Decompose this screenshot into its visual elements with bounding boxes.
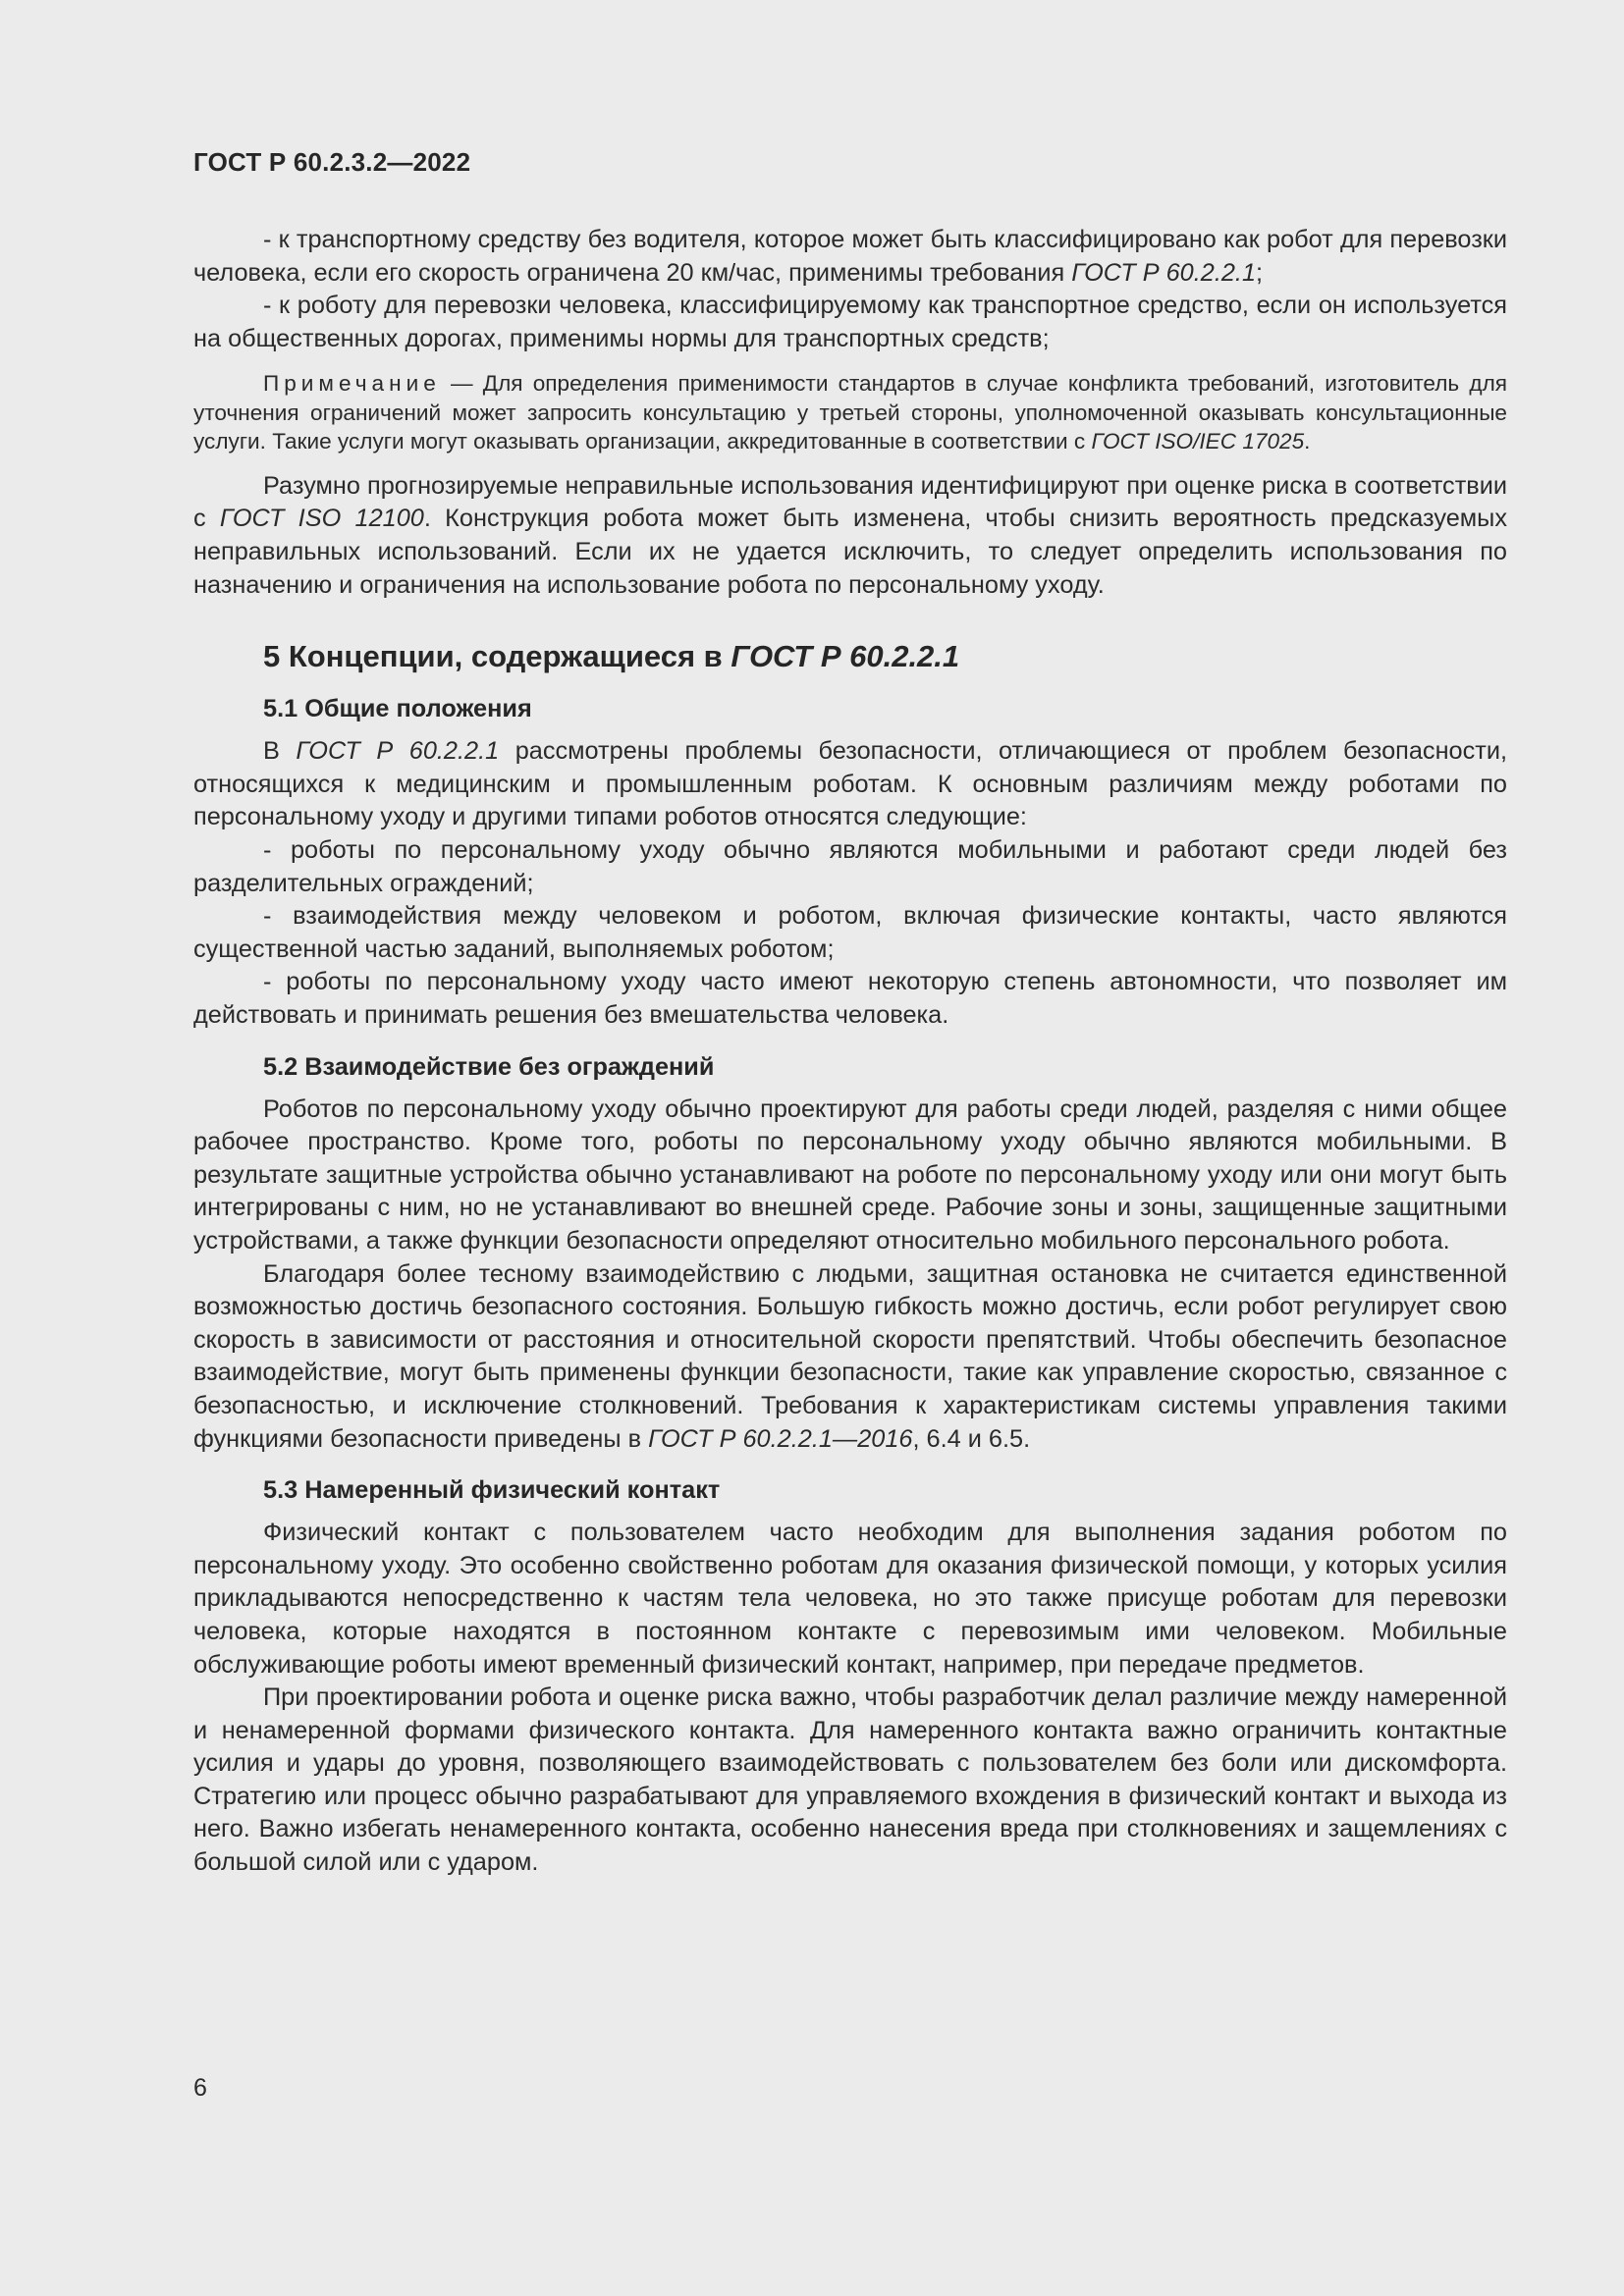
list-item-driverless-vehicle: - к транспортному средству без водителя, которое может быть классифицировано как робот для перевозки человека, если его скорость ограничена 20 км/час, применимы требования ГОСТ Р 60.2.2.1; [193,226,1507,287]
subsection-5-2-paragraph-2: Благодаря более тесному взаимодействию с людьми, защитная остановка не считается единственной возможностью достичь безопасного состояния. Большую гибкость можно достичь, если робот регулирует свою скорость в зависимости от расстояния и относительной скорости препятствий. Чтобы обеспечить безопасное взаимодействие, могут быть применены функции безопасности, такие как управление скоростью, связанное с безопасностью, и исключение столкновений. Требования к характеристикам системы управления такими функциями безопасности приведены в ГОСТ Р 60.2.2.1—2016, 6.4 и 6.5. [193,1259,1507,1453]
list-item: - взаимодействия между человеком и роботом, включая физические контакты, часто являются существенной частью заданий, выполняемых роботом; [193,902,1507,963]
subsection-5-1-heading: 5.1 Общие положения [263,695,532,723]
subsection-5-2-heading: 5.2 Взаимодействие без ограждений [263,1052,715,1081]
standard-reference: ГОСТ Р 60.2.2.1 [1071,258,1257,287]
list-item-public-roads: - к роботу для перевозки человека, классифицируемому как транспортное средство, если он используется на общественных дорогах, применимы нормы для транспортных средств; [193,292,1507,352]
standard-reference: ГОСТ Р 60.2.2.1 [296,737,500,766]
standard-reference: ГОСТ Р 60.2.2.1 [731,639,960,674]
standard-reference: ГОСТ ISO 12100 [219,505,424,533]
list-item: - роботы по персональному уходу обычно являются мобильными и работают среди людей без разделительных ограждений; [193,836,1507,897]
subsection-5-3-paragraph-1: Физический контакт с пользователем часто необходим для выполнения задания роботом по персональному уходу. Это особенно свойственно роботам для оказания физической помощи, у которых усилия прикладываются непосредственно к частям тела человека, но это также присуще роботам для перевозки человека, которые находятся в постоянном контакте с перевозимым ими человеком. Мобильные обслуживающие роботы имеют временный физический контакт, например, при передаче предметов. [193,1519,1507,1679]
list-item: - роботы по персональному уходу часто имеют некоторую степень автономности, что позволяет им действовать и принимать решения без вмешательства человека. [193,968,1507,1029]
page-content [193,224,1507,1880]
subsection-5-2-paragraph-1: Роботов по персональному уходу обычно проектируют для работы среди людей, разделяя с ними общее рабочее пространство. Кроме того, роботы по персональному уходу обычно являются мобильными. В результате защитные устройства обычно устанавливают на роботе по персональному уходу или они могут быть интегрированы с ним, но не устанавливают во внешней среде. Рабочие зоны и зоны, защищенные защитными устройствами, а также функции безопасности определяют относительно мобильного персонального робота. [193,1095,1507,1255]
misuse-paragraph: Разумно прогнозируемые неправильные использования идентифицируют при оценке риска в соответствии с ГОСТ ISO 12100. Конструкция робота может быть изменена, чтобы снизить вероятность предсказуемых неправильных использований. Если их не удается исключить, то следует определить использования по назначению и ограничения на использование робота по персональному уходу. [193,471,1507,599]
standard-reference: ГОСТ ISO/IEC 17025 [1091,429,1305,454]
note-paragraph: Примечание — Для определения применимости стандартов в случае конфликта требований, изготовитель для уточнения ограничений может запросить консультацию у третьей стороны, уполномоченной оказывать консультационные услуги. Такие услуги могут оказывать организации, аккредитованные в соответствии с ГОСТ ISO/IEC 17025. [193,371,1507,454]
page-number: 6 [193,2074,207,2102]
standard-reference: ГОСТ Р 60.2.2.1—2016 [648,1424,913,1453]
note-text: — Для определения применимости стандартов в случае конфликта требований, изготовитель для уточнения ограничений может запросить консультацию у третьей стороны, уполномоченной оказывать консультационные услуги. Такие услуги могут оказывать организации, аккредитованные в соответствии с [193,371,1507,454]
subsection-5-1-paragraph: В ГОСТ Р 60.2.2.1 рассмотрены проблемы безопасности, отличающиеся от проблем безопасности, относящихся к медицинским и промышленным роботам. К основным различиям между роботами по персональному уходу и другими типами роботов относятся следующие: [193,737,1508,831]
section-5-heading: 5 Концепции, содержащиеся в ГОСТ Р 60.2.2.1 [263,639,960,674]
subsection-5-3-heading: 5.3 Намеренный физический контакт [263,1476,721,1505]
list-item-text: - к транспортному средству без водителя, которое может быть классифицировано как робот для перевозки человека, если его скорость ограничена 20 км/час, применимы требования [193,226,1507,287]
subsection-5-3-paragraph-2: При проектировании робота и оценке риска важно, чтобы разработчик делал различие между намеренной и ненамеренной формами физического контакта. Для намеренного контакта важно ограничить контактные усилия и удары до уровня, позволяющего взаимодействовать с пользователем без боли или дискомфорта. Стратегию или процесс обычно разрабатывают для управляемого вхождения в физический контакт и выхода из него. Важно избегать ненамеренного контакта, особенно нанесения вреда при столкновениях и защемлениях с большой силой или с ударом. [193,1683,1507,1877]
document-code-header: ГОСТ Р 60.2.3.2—2022 [193,147,471,177]
note-label: Примечание [263,371,441,397]
